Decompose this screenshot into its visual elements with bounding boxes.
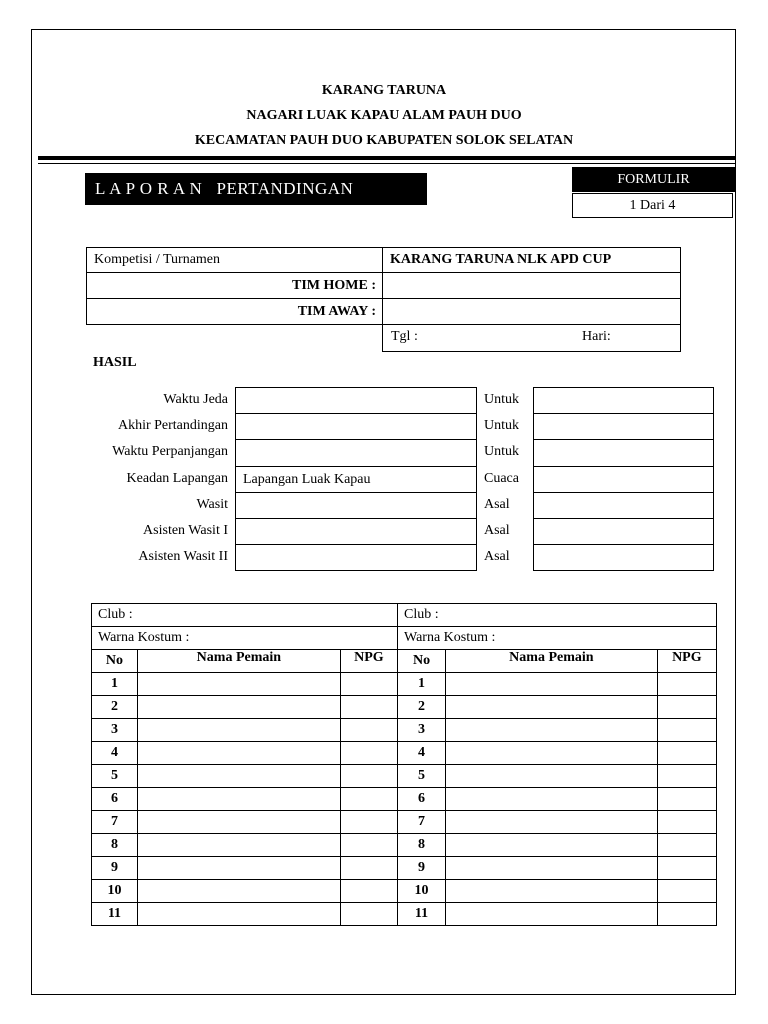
home-player-no: 4 <box>92 742 138 765</box>
hasil-right-field[interactable] <box>533 466 714 493</box>
home-col-npg: NPG <box>340 650 397 673</box>
home-player-npg-field[interactable] <box>340 834 397 857</box>
table-row <box>92 834 717 857</box>
table-row <box>92 673 717 696</box>
match-info-table <box>86 247 681 352</box>
home-club-label: Club : <box>98 607 133 622</box>
formulir-label: FORMULIR <box>572 167 735 192</box>
org-village: NAGARI LUAK KAPAU ALAM PAUH DUO <box>246 108 522 123</box>
hasil-label: Akhir Pertandingan <box>117 418 228 434</box>
away-player-no: 9 <box>398 857 446 880</box>
away-player-name-field[interactable] <box>446 719 658 742</box>
home-player-name-field[interactable] <box>137 719 340 742</box>
hasil-label: Waktu Perpanjangan <box>112 444 228 460</box>
home-player-name-field[interactable] <box>137 742 340 765</box>
home-player-name-field[interactable] <box>137 811 340 834</box>
report-title: L A P O R A N PERTANDINGAN <box>85 173 427 205</box>
competition-label: Kompetisi / Turnamen <box>87 248 383 273</box>
home-kit-field[interactable] <box>92 627 398 650</box>
hasil-value-field[interactable] <box>235 492 477 519</box>
hasil-right-field[interactable] <box>533 492 714 519</box>
home-player-no: 9 <box>92 857 138 880</box>
hasil-right-label: Cuaca <box>484 470 519 486</box>
away-team-label: TIM AWAY : <box>87 299 383 325</box>
home-col-name: Nama Pemain <box>137 650 340 673</box>
home-player-npg-field[interactable] <box>340 673 397 696</box>
home-player-no: 3 <box>92 719 138 742</box>
table-row <box>92 696 717 719</box>
home-kit-label: Warna Kostum : <box>98 630 190 645</box>
home-club-field[interactable] <box>92 604 398 627</box>
home-player-npg-field[interactable] <box>340 742 397 765</box>
hasil-label: Keadan Lapangan <box>126 470 228 486</box>
home-player-npg-field[interactable] <box>340 811 397 834</box>
hasil-right-label: Untuk <box>484 418 519 434</box>
away-player-name-field[interactable] <box>446 673 658 696</box>
header-rule-thick <box>38 156 736 160</box>
hasil-label: Waktu Jeda <box>163 392 228 407</box>
header-rule-thin <box>38 163 736 164</box>
home-player-no: 2 <box>92 696 138 719</box>
hasil-right-field[interactable] <box>533 387 714 414</box>
home-player-name-field[interactable] <box>137 880 340 903</box>
hasil-value-field[interactable] <box>235 387 477 414</box>
away-player-no: 2 <box>398 696 446 719</box>
home-player-npg-field[interactable] <box>340 765 397 788</box>
hasil-value-field[interactable] <box>235 413 477 440</box>
hasil-label: Wasit <box>196 496 228 512</box>
away-player-npg-field[interactable] <box>657 742 716 765</box>
away-kit-label: Warna Kostum : <box>404 630 496 645</box>
away-club-label: Club : <box>404 607 439 622</box>
away-kit-field[interactable] <box>398 627 717 650</box>
hasil-label: Asisten Wasit II <box>138 549 228 565</box>
away-player-npg-field[interactable] <box>657 857 716 880</box>
hasil-right-label: Asal <box>484 496 510 512</box>
away-player-no: 11 <box>398 903 446 926</box>
hasil-right-label: Asal <box>484 523 510 538</box>
away-player-npg-field[interactable] <box>657 903 716 926</box>
away-col-name: Nama Pemain <box>446 650 658 673</box>
home-player-no: 11 <box>92 903 138 926</box>
away-player-npg-field[interactable] <box>657 673 716 696</box>
away-club-field[interactable] <box>398 604 717 627</box>
org-district: KECAMATAN PAUH DUO KABUPATEN SOLOK SELATAN <box>194 133 574 148</box>
table-row <box>92 811 717 834</box>
date-label: Tgl : <box>391 329 418 344</box>
home-player-name-field[interactable] <box>137 673 340 696</box>
away-player-npg-field[interactable] <box>657 788 716 811</box>
org-name: KARANG TARUNA <box>321 83 447 98</box>
away-player-npg-field[interactable] <box>657 811 716 834</box>
date-day-field[interactable] <box>383 325 681 352</box>
away-player-npg-field[interactable] <box>657 719 716 742</box>
home-player-no: 5 <box>92 765 138 788</box>
hasil-label: Asisten Wasit I <box>143 523 228 538</box>
away-team-field[interactable] <box>383 299 681 325</box>
hasil-right-label: Untuk <box>484 444 519 460</box>
empty-cell <box>87 325 383 352</box>
hasil-right-label: Untuk <box>484 392 519 407</box>
away-player-name-field[interactable] <box>446 834 658 857</box>
home-player-npg-field[interactable] <box>340 857 397 880</box>
table-row <box>92 857 717 880</box>
away-player-no: 8 <box>398 834 446 857</box>
away-player-no: 7 <box>398 811 446 834</box>
away-player-npg-field[interactable] <box>657 880 716 903</box>
hasil-right-field[interactable] <box>533 544 714 571</box>
home-player-name-field[interactable] <box>137 765 340 788</box>
away-col-npg: NPG <box>657 650 716 673</box>
home-player-no: 6 <box>92 788 138 811</box>
away-col-no: No <box>398 650 446 673</box>
home-team-field[interactable] <box>383 273 681 299</box>
hasil-heading: HASIL <box>93 355 137 370</box>
away-player-name-field[interactable] <box>446 765 658 788</box>
hasil-value: Lapangan Luak Kapau <box>243 471 371 487</box>
home-player-no: 8 <box>92 834 138 857</box>
home-player-name-field[interactable] <box>137 834 340 857</box>
hasil-right-label: Asal <box>484 549 510 565</box>
hasil-value-field[interactable] <box>235 518 477 545</box>
table-row <box>92 742 717 765</box>
away-player-no: 6 <box>398 788 446 811</box>
away-player-no: 4 <box>398 742 446 765</box>
hasil-value-field[interactable] <box>235 466 477 493</box>
away-player-name-field[interactable] <box>446 696 658 719</box>
table-row <box>92 788 717 811</box>
home-player-npg-field[interactable] <box>340 719 397 742</box>
away-player-no: 1 <box>398 673 446 696</box>
home-player-name-field[interactable] <box>137 696 340 719</box>
away-player-name-field[interactable] <box>446 742 658 765</box>
hasil-right-field[interactable] <box>533 413 714 440</box>
away-player-name-field[interactable] <box>446 857 658 880</box>
home-player-npg-field[interactable] <box>340 903 397 926</box>
competition-value[interactable]: KARANG TARUNA NLK APD CUP <box>383 248 681 273</box>
home-player-name-field[interactable] <box>137 903 340 926</box>
away-player-no: 5 <box>398 765 446 788</box>
away-player-npg-field[interactable] <box>657 834 716 857</box>
home-team-label: TIM HOME : <box>87 273 383 299</box>
home-player-no: 1 <box>92 673 138 696</box>
table-row <box>92 719 717 742</box>
hasil-value-field[interactable] <box>235 439 477 466</box>
away-player-name-field[interactable] <box>446 903 658 926</box>
away-player-name-field[interactable] <box>446 788 658 811</box>
away-player-npg-field[interactable] <box>657 765 716 788</box>
home-player-npg-field[interactable] <box>340 788 397 811</box>
away-player-no: 3 <box>398 719 446 742</box>
away-player-npg-field[interactable] <box>657 696 716 719</box>
home-player-name-field[interactable] <box>137 788 340 811</box>
table-row <box>92 765 717 788</box>
home-player-npg-field[interactable] <box>340 696 397 719</box>
away-player-no: 10 <box>398 880 446 903</box>
table-row <box>92 903 717 926</box>
home-col-no: No <box>92 650 138 673</box>
roster-table <box>91 603 717 926</box>
table-row <box>92 880 717 903</box>
hasil-right-field[interactable] <box>533 439 714 466</box>
home-player-name-field[interactable] <box>137 857 340 880</box>
home-player-no: 7 <box>92 811 138 834</box>
hasil-right-field[interactable] <box>533 518 714 545</box>
away-player-name-field[interactable] <box>446 880 658 903</box>
formulir-page: 1 Dari 4 <box>572 193 733 218</box>
home-player-no: 10 <box>92 880 138 903</box>
away-player-name-field[interactable] <box>446 811 658 834</box>
day-label: Hari: <box>582 329 611 344</box>
hasil-value-field[interactable] <box>235 544 477 571</box>
home-player-npg-field[interactable] <box>340 880 397 903</box>
